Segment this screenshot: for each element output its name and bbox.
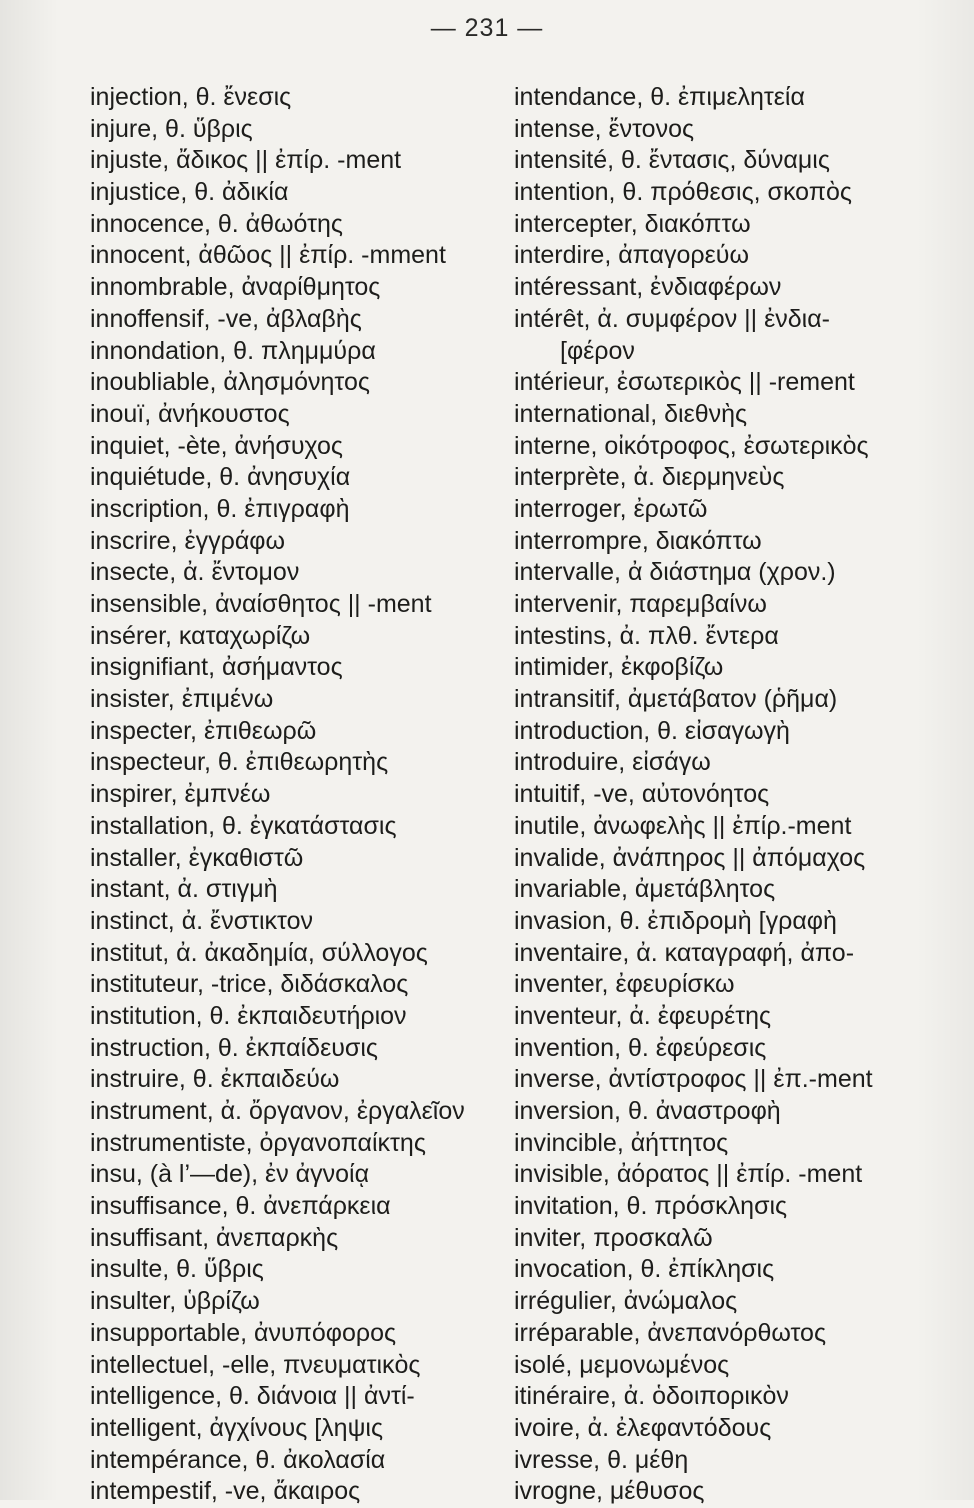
dictionary-entry: invocation, θ. ἐπίκλησις (514, 1255, 775, 1284)
dictionary-entry: inspecteur, θ. ἐπιθεωρητὴς (90, 748, 389, 777)
dictionary-entry: instant, ἀ. στιγμὴ (90, 875, 278, 904)
dictionary-entry: inversion, θ. ἀναστροφὴ (514, 1097, 781, 1125)
dictionary-entry: inventeur, ἀ. ἐφευρέτης (514, 1001, 772, 1030)
dictionary-entry: intervalle, ἀ διάστημα (χρον.) (514, 558, 836, 587)
dictionary-entry: inviter, προσκαλῶ (514, 1223, 713, 1252)
dictionary-entry: insupportable, ἀνυπόφορος (90, 1318, 397, 1347)
right-column (514, 82, 954, 1508)
dictionary-entry: innondation, θ. πλημμύρα (90, 336, 376, 365)
dictionary-entry: injection, θ. ἔνεσις (90, 83, 292, 111)
dictionary-entry: itinéraire, ἀ. ὁδοιπορικὸν (514, 1382, 789, 1411)
dictionary-entry: installation, θ. ἐγκατάστασις (90, 811, 397, 840)
dictionary-entry: intercepter, διακόπτω (514, 209, 751, 238)
dictionary-entry: inquiet, -ète, ἀνήσυχος (90, 431, 343, 460)
dictionary-entry: isolé, μεμονωμένος (514, 1350, 730, 1379)
dictionary-entry: irrégulier, ἀνώμαλος (514, 1287, 738, 1316)
dictionary-entry: insulter, ὑβρίζω (90, 1287, 260, 1316)
dictionary-entry: injustice, θ. ἀδικία (90, 178, 289, 207)
dictionary-entry: intuitif, -ve, αὐτονόητος (514, 780, 770, 809)
dictionary-entry: invisible, ἀόρατος || ἐπίρ. -ment (514, 1160, 863, 1189)
dictionary-entry: installer, ἐγκαθιστῶ (90, 843, 304, 872)
dictionary-entry: innombrable, ἀναρίθμητος (90, 273, 381, 302)
dictionary-entry: instinct, ἀ. ἔνστικτον (90, 906, 313, 935)
dictionary-entry: insignifiant, ἀσήμαντος (90, 653, 343, 682)
dictionary-entry: instituteur, -trice, διδάσκαλος (90, 970, 409, 999)
dictionary-entry: inventaire, ἀ. καταγραφή, ἀπο- (514, 938, 855, 967)
dictionary-entry: invitation, θ. πρόσκλησις (514, 1192, 788, 1221)
dictionary-entry: intervenir, παρεμβαίνω (514, 590, 767, 618)
dictionary-entry: intensité, θ. ἔντασις, δύναμις (514, 146, 830, 175)
dictionary-entry: injuste, ἄδικος || ἐπίρ. -ment (90, 146, 402, 175)
dictionary-entry: intéressant, ἐνδιαφέρων (514, 273, 782, 302)
dictionary-entry: insecte, ἀ. ἔντομον (90, 558, 300, 587)
dictionary-entry: instruction, θ. ἐκπαίδευσις (90, 1033, 378, 1062)
dictionary-entry: inventer, ἐφευρίσκω (514, 970, 735, 999)
dictionary-entry: injure, θ. ὕβρις (90, 114, 253, 143)
dictionary-entry: inverse, ἀντίστροφος || ἐπ.-ment (514, 1065, 873, 1094)
dictionary-entry: intérieur, ἐσωτερικὸς || -rement (514, 368, 855, 397)
dictionary-entry: invincible, ἀήττητος (514, 1128, 729, 1157)
dictionary-entry: innoffensif, -ve, ἀβλαβὴς (90, 304, 362, 333)
dictionary-entry: interne, οἰκότροφος, ἐσωτερικὸς (514, 431, 869, 460)
page-number: — 231 — (430, 14, 544, 42)
dictionary-entry: international, διεθνὴς (514, 399, 748, 428)
dictionary-entry: inquiétude, θ. ἀνησυχία (90, 463, 351, 492)
dictionary-entry: intérêt, ἀ. συμφέρον || ἐνδια- (514, 304, 830, 333)
dictionary-entry: insuffisance, θ. ἀνεπάρκεια (90, 1192, 391, 1221)
dictionary-entry: ivoire, ἀ. ἐλεφαντόδους (514, 1413, 772, 1442)
dictionary-entry: invention, θ. ἐφεύρεσις (514, 1033, 767, 1062)
dictionary-entry: instrumentiste, ὀργανοπαίκτης (90, 1128, 426, 1157)
dictionary-entry: inouï, ἀνήκουστος (90, 399, 290, 428)
dictionary-entry: invasion, θ. ἐπιδρομὴ [γραφὴ (514, 906, 837, 935)
dictionary-entry: inoubliable, ἀλησμόνητος (90, 368, 370, 397)
dictionary-entry: insulte, θ. ὕβρις (90, 1255, 264, 1284)
dictionary-entry: innocence, θ. ἀθωότης (90, 209, 343, 238)
dictionary-entry: insérer, καταχωρίζω (90, 621, 311, 650)
dictionary-entry: innocent, ἀθῶος || ἐπίρ. -mment (90, 241, 446, 270)
dictionary-entry: inspecter, ἐπιθεωρῶ (90, 716, 317, 745)
dictionary-entry: [φέρον (560, 336, 635, 365)
dictionary-entry: institution, θ. ἐκπαιδευτήριον (90, 1001, 407, 1030)
dictionary-entry: inspirer, ἐμπνέω (90, 780, 271, 809)
dictionary-entry: intestins, ἀ. πλθ. ἔντερα (514, 621, 779, 650)
dictionary-entry: ivrogne, μέθυσος (514, 1477, 705, 1506)
dictionary-entry: introduction, θ. εἰσαγωγὴ (514, 716, 790, 745)
dictionary-entry: insuffisant, ἀνεπαρκὴς (90, 1223, 339, 1252)
dictionary-entry: intransitif, ἀμετάβατον (ῥῆμα) (514, 685, 838, 714)
left-column (90, 82, 500, 1508)
dictionary-entry: invariable, ἀμετάβλητος (514, 875, 776, 904)
dictionary-entry: interrompre, διακόπτω (514, 526, 762, 555)
dictionary-entry: intimider, ἐκφοβίζω (514, 653, 724, 682)
dictionary-entry: introduire, εἰσάγω (514, 748, 711, 777)
dictionary-entry: inutile, ἀνωφελὴς || ἐπίρ.-ment (514, 811, 852, 840)
dictionary-entry: instrument, ἀ. ὄργανον, ἐργαλεῖον (90, 1097, 465, 1125)
dictionary-entry: inscrire, ἐγγράφω (90, 526, 286, 555)
dictionary-entry: intempestif, -ve, ἄκαιρος (90, 1477, 361, 1506)
dictionary-entry: intelligence, θ. διάνοια || ἀντί- (90, 1382, 415, 1411)
dictionary-entry: ivresse, θ. μέθη (514, 1445, 689, 1474)
dictionary-entry: inscription, θ. ἐπιγραφὴ (90, 494, 350, 523)
dictionary-entry: intellectuel, -elle, πνευματικὸς (90, 1350, 421, 1379)
dictionary-entry: intempérance, θ. ἀκολασία (90, 1445, 386, 1474)
dictionary-entry: interprète, ἀ. διερμηνεὺς (514, 463, 785, 492)
dictionary-entry: interroger, ἐρωτῶ (514, 494, 708, 523)
dictionary-entry: institut, ἀ. ἀκαδημία, σύλλογος (90, 938, 428, 967)
dictionary-entry: intense, ἔντονος (514, 114, 695, 143)
dictionary-entry: interdire, ἀπαγορεύω (514, 241, 749, 270)
dictionary-entry: insister, ἐπιμένω (90, 685, 274, 714)
dictionary-entry: intention, θ. πρόθεσις, σκοπὸς (514, 178, 852, 207)
dictionary-entry: intendance, θ. ἐπιμελητεία (514, 83, 805, 111)
dictionary-entry: insu, (à l’—de), ἐν ἀγνοίᾳ (90, 1160, 370, 1189)
dictionary-entry: irréparable, ἀνεπανόρθωτος (514, 1318, 827, 1347)
dictionary-entry: instruire, θ. ἐκπαιδεύω (90, 1065, 340, 1094)
dictionary-entry: invalide, ἀνάπηρος || ἀπόμαχος (514, 843, 866, 872)
dictionary-entry: intelligent, ἀγχίνους [ληψις (90, 1413, 383, 1442)
dictionary-entry: insensible, ἀναίσθητος || -ment (90, 590, 432, 618)
